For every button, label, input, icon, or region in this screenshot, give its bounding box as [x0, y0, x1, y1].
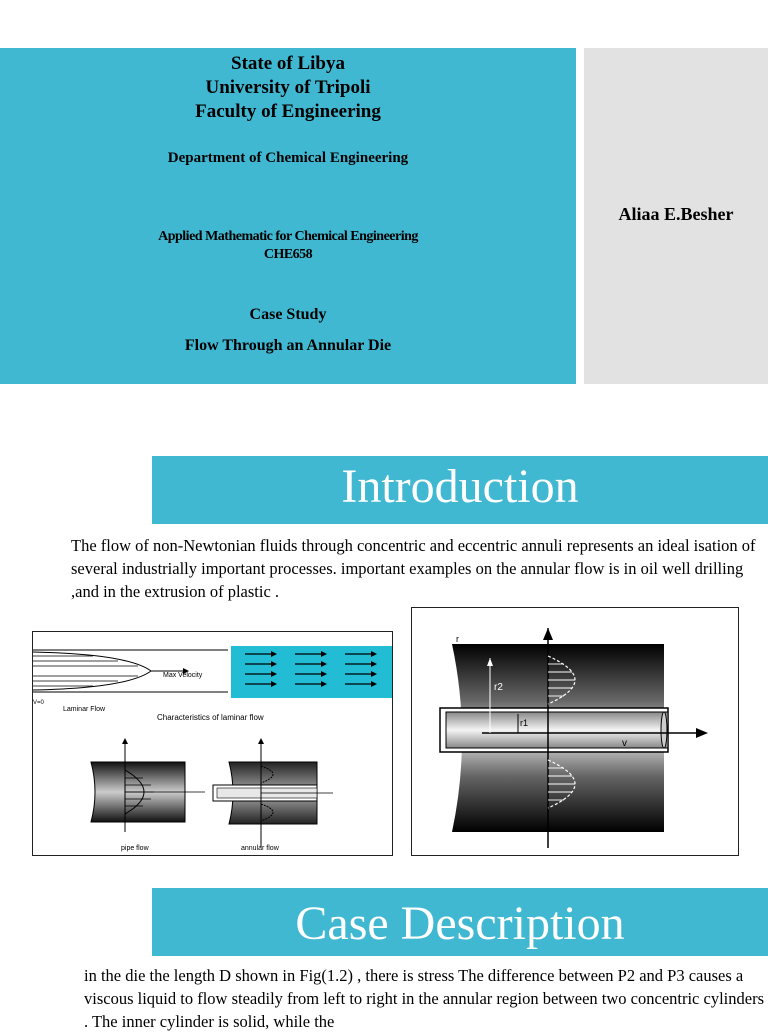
- annular-die-diagram: [412, 608, 738, 855]
- introduction-heading-text: Introduction: [341, 460, 579, 513]
- annular-die-figure: [411, 607, 739, 856]
- r2-label: r2: [494, 682, 503, 693]
- header-panel: [0, 48, 576, 384]
- case-study-title: Flow Through an Annular Die: [184, 337, 392, 354]
- case-description-heading: [152, 888, 768, 956]
- annular-flow-label: annular flow: [241, 845, 279, 852]
- r1-label: r1: [520, 718, 529, 728]
- country-line: State of Libya: [231, 53, 345, 74]
- course-line: Applied Mathematic for Chemical Engineering: [158, 229, 418, 244]
- laminar-flow-diagram: [33, 632, 392, 855]
- faculty-line: Faculty of Engineering: [195, 101, 381, 122]
- university-line: University of Tripoli: [205, 77, 371, 98]
- author-name: Aliaa E.Besher: [618, 204, 734, 224]
- case-description-heading-text: Case Description: [295, 897, 625, 950]
- author-panel: [584, 48, 768, 384]
- introduction-heading: [152, 456, 768, 524]
- laminar-flow-label: Laminar Flow: [63, 706, 106, 713]
- r-axis-label: r: [456, 634, 459, 644]
- max-velocity-label: Max Velocity: [163, 672, 203, 679]
- case-description-paragraph: in the die the length D shown in Fig(1.2) , there is stress The difference between P2 and P3 causes a viscous liquid to flow steadily from left to right in the annular region between two concentric cylinders . The inner cylinder is solid, while the: [84, 966, 764, 1031]
- v-label: v: [622, 738, 627, 749]
- characteristics-label: Characteristics of laminar flow: [157, 713, 264, 722]
- pipe-flow-label: pipe flow: [121, 845, 149, 852]
- v0-label: V=0: [33, 700, 44, 706]
- department-line: Department of Chemical Engineering: [167, 150, 409, 166]
- course-code: CHE658: [263, 247, 313, 262]
- introduction-paragraph: The flow of non-Newtonian fluids through concentric and eccentric annuli represents an ideal isation of several industrially important processes. important examples on the annular flow is in oil well drilling ,and in the extrusion of plastic .: [71, 536, 756, 601]
- laminar-flow-figure: [32, 631, 393, 856]
- case-study-label: Case Study: [249, 306, 327, 323]
